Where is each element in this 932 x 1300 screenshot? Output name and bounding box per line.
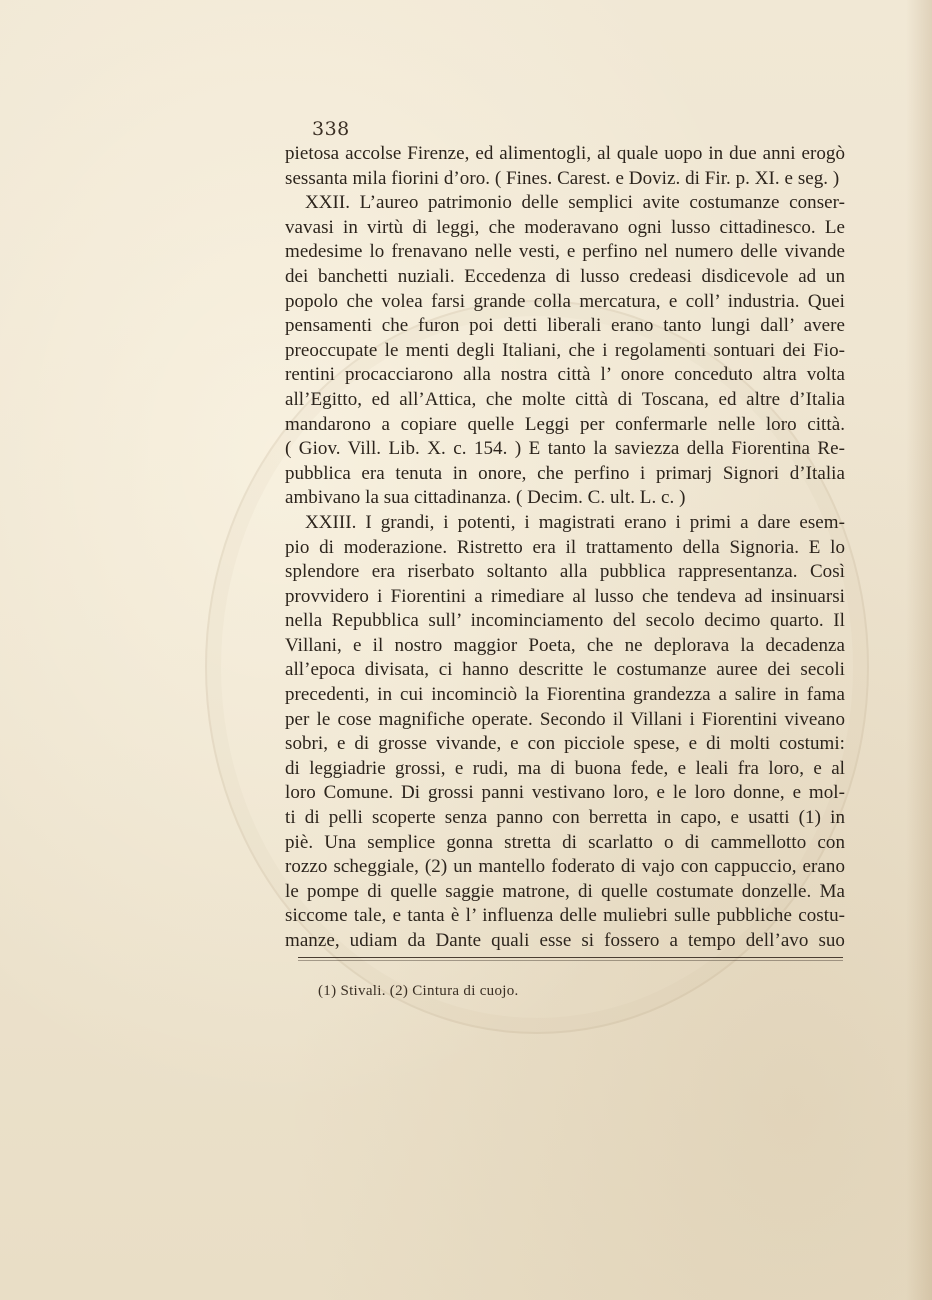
text-line: Villani, e il nostro maggior Poeta, che ne deplorava la decadenza xyxy=(285,634,845,656)
paragraph-first-line: XXIII. I grandi, i potenti, i magistrati erano i primi a dare esem- xyxy=(305,511,845,533)
text-line: mandarono a copiare quelle Leggi per confermarle nelle loro città. xyxy=(285,413,845,435)
text-line: rentini procacciarono alla nostra città l’ onore conceduto altra volta xyxy=(285,364,845,386)
text-line: provvidero i Fiorentini a rimediare al lusso che tendeva ad insinuarsi xyxy=(285,585,845,607)
page-number: 338 xyxy=(312,118,350,140)
text-line: popolo che volea farsi grande colla mercatura, e coll’ industria. Quei xyxy=(285,290,845,312)
text-line: manze, udiam da Dante quali esse si fossero a tempo dell’avo suo xyxy=(285,930,845,951)
text-line: pietosa accolse Firenze, ed alimentogli, al quale uopo in due anni erogò xyxy=(285,143,845,164)
text-line: di leggiadrie grossi, e rudi, ma di buona fede, e leali fra loro, e al xyxy=(285,757,845,779)
text-line: nella Repubblica sull’ incominciamento del secolo decimo quarto. Il xyxy=(285,610,845,632)
text-line: ( Giov. Vill. Lib. X. c. 154. ) E tanto la saviezza della Fiorentina Re- xyxy=(285,438,845,460)
text-line: all’epoca divisata, ci hanno descritte le costumanze auree dei secoli xyxy=(285,659,845,681)
text-line: pio di moderazione. Ristretto era il trattamento della Signoria. E lo xyxy=(285,536,845,558)
footnote: (1) Stivali. (2) Cintura di cuojo. xyxy=(318,983,519,999)
text-line: sessanta mila fiorini d’oro. ( Fines. Carest. e Doviz. di Fir. p. XI. e seg. ) xyxy=(285,167,840,189)
text-line: all’Egitto, ed all’Attica, che molte città di Toscana, ed altre d’Italia xyxy=(285,388,845,410)
text-line: preoccupate le menti degli Italiani, che i regolamenti sontuari dei Fio- xyxy=(285,339,845,361)
text-line: per le cose magnifiche operate. Secondo il Villani i Fiorentini viveano xyxy=(285,708,845,730)
text-line: rozzo scheggiale, (2) un mantello foderato di vajo con cappuccio, erano xyxy=(285,856,845,878)
text-line: sobri, e di grosse vivande, e con picciole spese, e di molti costumi: xyxy=(285,733,845,755)
footnote-rule xyxy=(298,957,843,958)
text-line: le pompe di quelle saggie matrone, di quelle costumate donzelle. Ma xyxy=(285,880,845,902)
text-line: splendore era riserbato soltanto alla pubblica rappresentanza. Così xyxy=(285,561,845,583)
body-text xyxy=(285,142,845,954)
text-line: ti di pelli scoperte senza panno con berretta in capo, e usatti (1) in xyxy=(285,807,845,829)
text-line: vavasi in virtù di leggi, che moderavano ogni lusso cittadinesco. Le xyxy=(285,216,845,238)
text-line: medesime lo frenavano nelle vesti, e perfino nel numero delle vivande xyxy=(285,241,845,263)
text-line: precedenti, in cui incominciò la Fiorentina grandezza a salire in fama xyxy=(285,684,845,706)
text-line: dei banchetti nuziali. Eccedenza di lusso credeasi disdicevole ad un xyxy=(285,265,845,287)
text-line: pensamenti che furon poi detti liberali erano tanto lungi dall’ avere xyxy=(285,315,845,337)
text-line: loro Comune. Di grossi panni vestivano loro, e le loro donne, e mol- xyxy=(285,782,845,804)
text-line: ambivano la sua cittadinanza. ( Decim. C. ult. L. c. ) xyxy=(285,487,686,509)
text-line: pubblica era tenuta in onore, che perfino i primarj Signori d’Italia xyxy=(285,462,845,484)
text-line: piè. Una semplice gonna stretta di scarlatto o di cammellotto con xyxy=(285,831,845,853)
paragraph-first-line: XXII. L’aureo patrimonio delle semplici avite costumanze conser- xyxy=(305,192,845,214)
text-line: siccome tale, e tanta è l’ influenza delle muliebri sulle pubbliche costu- xyxy=(285,905,845,927)
